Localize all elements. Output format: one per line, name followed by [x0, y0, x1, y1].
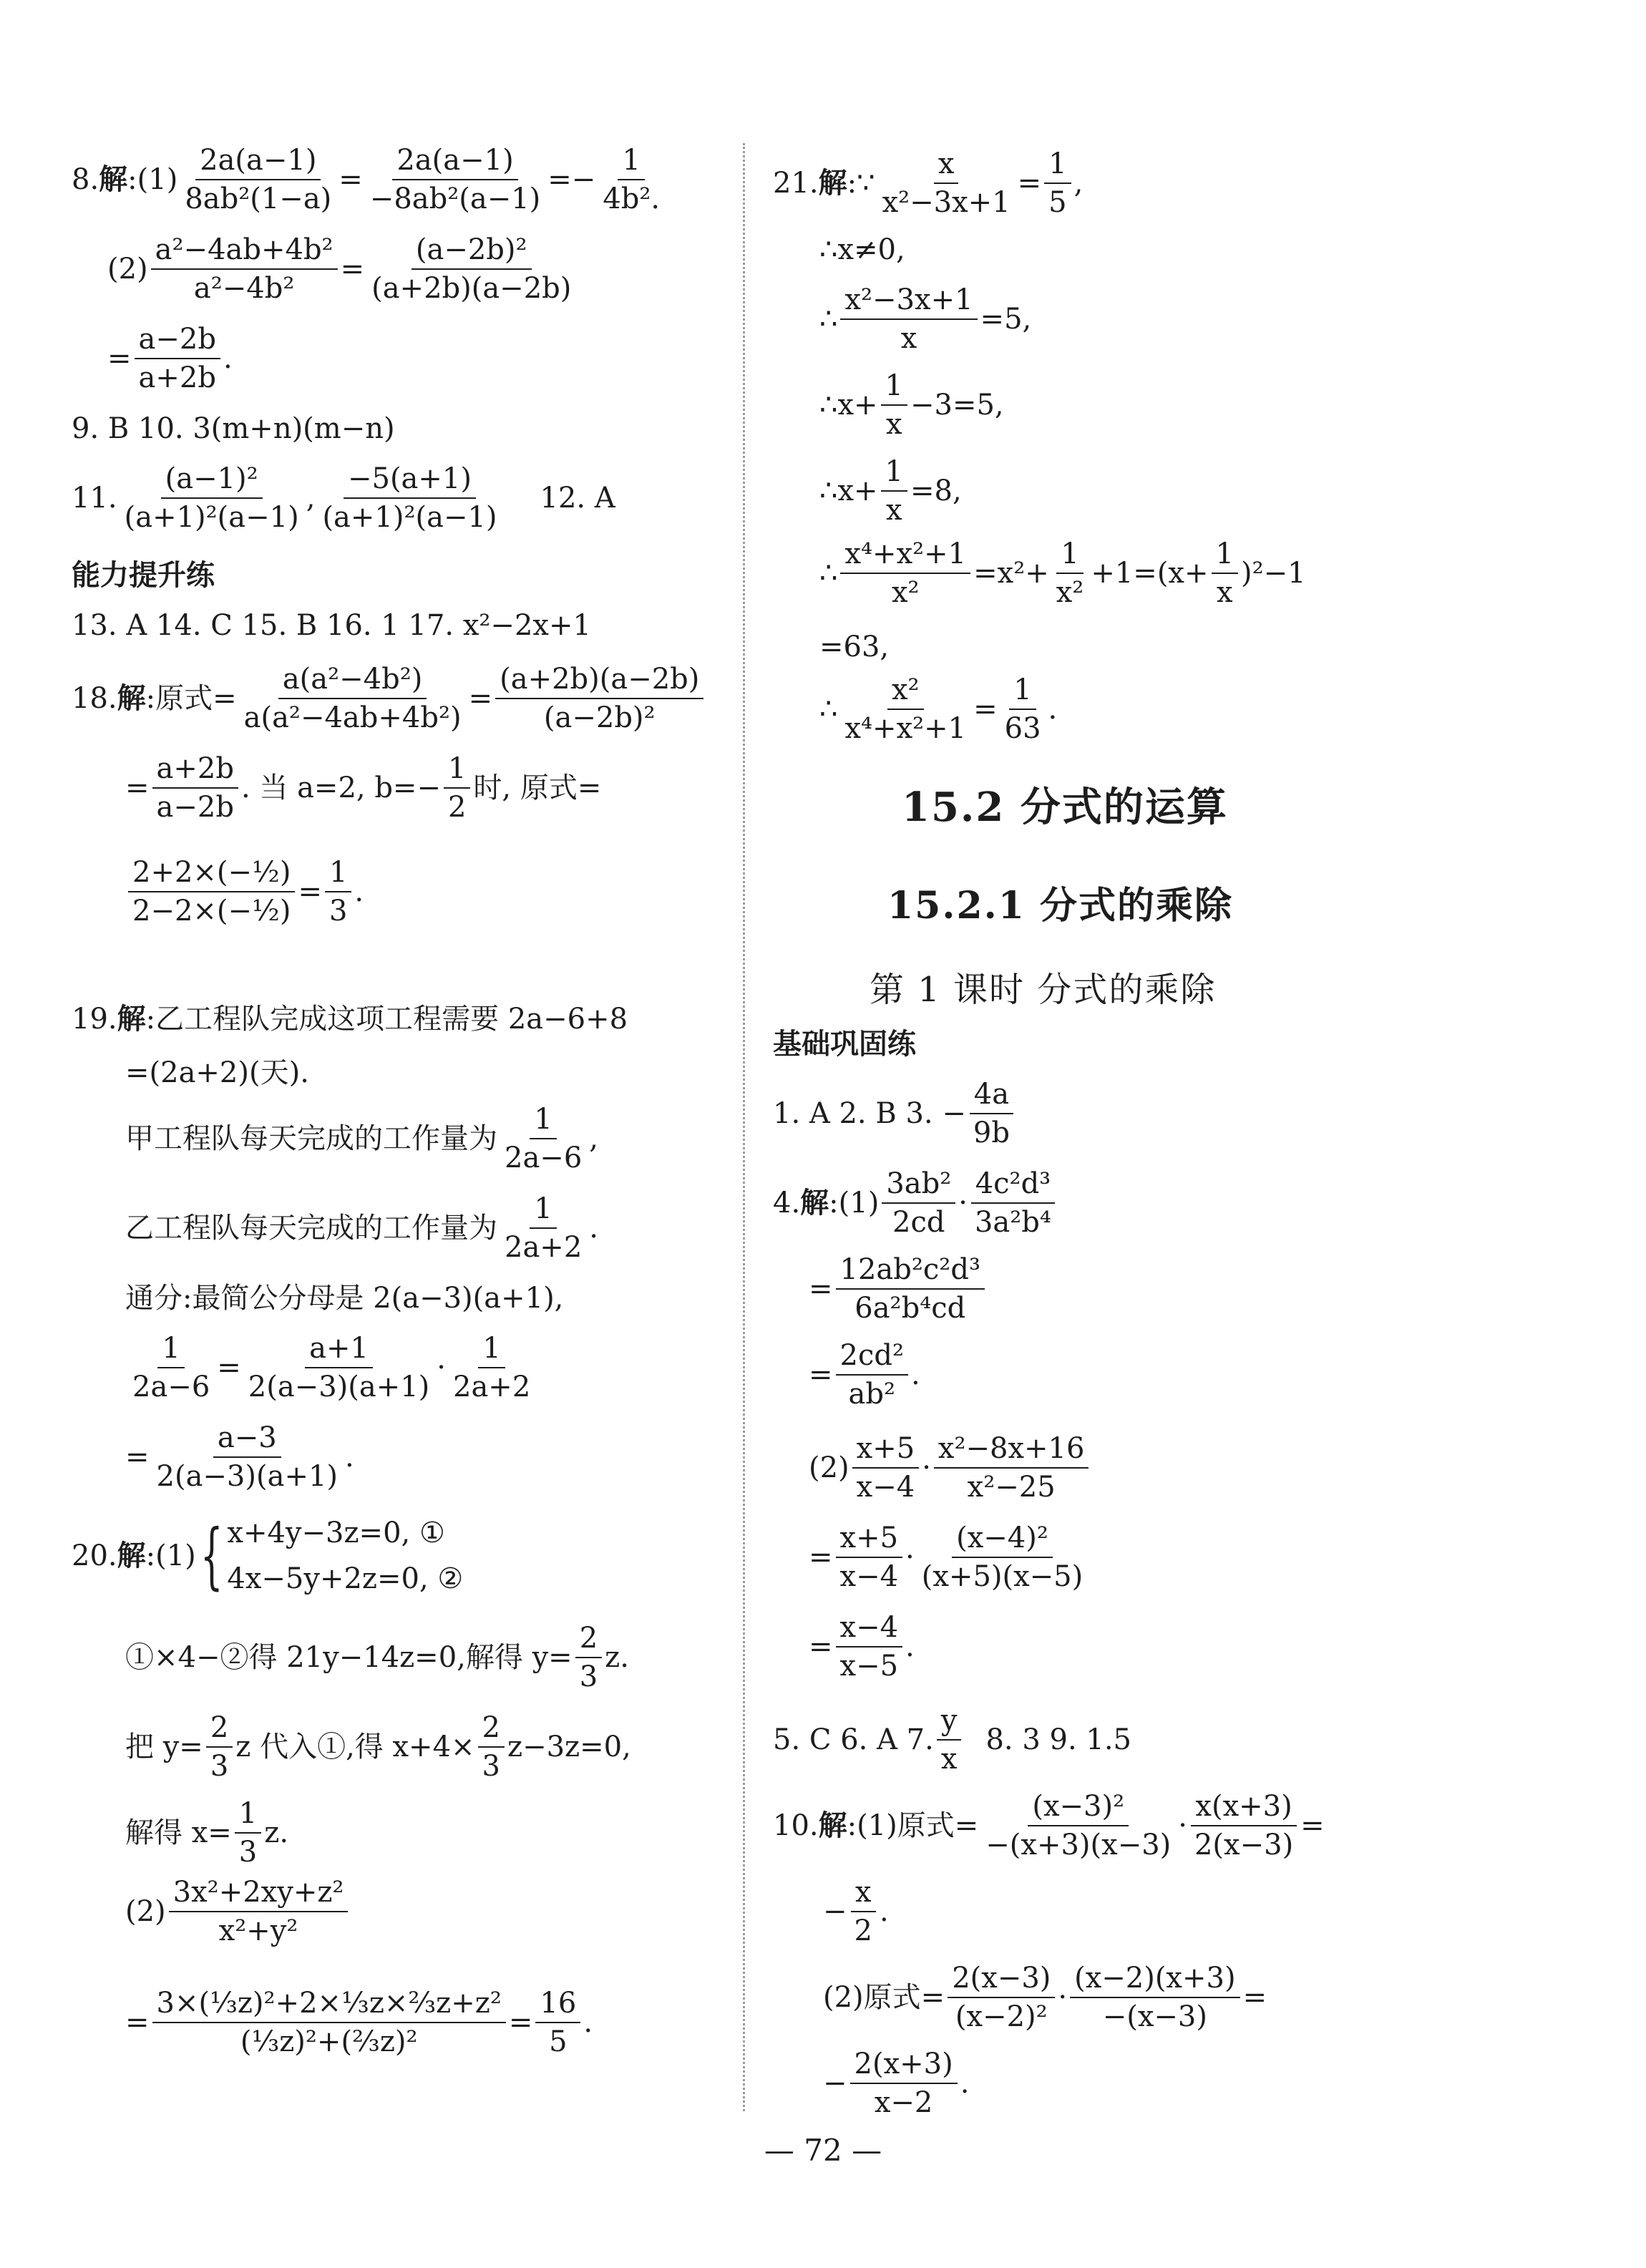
fraction: 4c²d³ 3a²b⁴ — [970, 1167, 1056, 1240]
fraction: $\frac{\text{(x−3)²}}{-(x+3)(x-3)}$ — [985, 1790, 1172, 1861]
fraction: $\frac{x+5}{x-4}$ — [836, 1521, 903, 1594]
fraction: $\frac{\text{2+2×(−½)}}{\text{2−2×(−½)}}$ — [128, 855, 295, 928]
fraction: $\frac{16}{5}$ — [535, 1986, 580, 2059]
fraction: $\frac{\text{12ab²c²d³}}{\text{6a²b⁴cd}}$ — [836, 1252, 985, 1325]
fraction: $\frac{1}{x}$ — [881, 369, 907, 442]
q19-line5: 通分:最简公分母是 2(a−3)(a+1), — [125, 1282, 564, 1315]
fraction: $\frac{x(x+3)}{2(x-3)}$ — [1190, 1789, 1297, 1862]
r10-line2: − $\frac{x}{2}$ . — [823, 1876, 889, 1947]
fraction: $\frac{\text{a(a²−4b²)}}{\text{a(a²−4ab+4b²)}}$ — [243, 663, 462, 734]
fraction: $\frac{1}{2a-6}$ — [132, 1332, 210, 1403]
r4-line3: = $\frac{\text{2cd²}}{\text{ab²}}$ . — [809, 1339, 920, 1411]
q20-line5: (2) 3x²+2xy+z² x²+y² — [125, 1875, 351, 1948]
fraction: $\frac{(x-2)(x+3)}{-(x-3)}$ — [1070, 1961, 1240, 2034]
q8-line1: 8. 解 :(1) $\frac{2a(a-1)}{\text{8ab²(1−a)}}$ = $\frac{2a(a-1)}{\text{−8ab²(a−1)}}$ =− $\frac{1}{\text{4b².}}$ — [72, 143, 667, 216]
r10-line4: − $\frac{2(x+3)}{x-2}$ . — [823, 2048, 970, 2119]
right-column — [759, 0, 1617, 2268]
q9-10: 9. B 10. 3(m+n)(m−n) — [72, 412, 395, 445]
r1-3: 1. A 2. B 3. − $\frac{4a}{9b}$ — [773, 1077, 1017, 1150]
fraction: (a−1)² (a+1)²(a−1) — [124, 462, 299, 534]
fraction: $\frac{1}{3}$ — [325, 855, 351, 928]
group-heading-basic: 基础巩固练 — [773, 1028, 916, 1061]
fraction: $\frac{\text{x⁴+x²+1}}{\text{x²}}$ — [840, 537, 970, 610]
fraction: 1 2a+2 — [453, 1332, 531, 1403]
q20-line1: 20. 解 :(1) { x+4y−3z=0, ① 4x−5y+2z=0, ② — [72, 1514, 464, 1597]
r4-line1: 4. 解 :(1) 3ab² 2cd · 4c²d³ 3a²b⁴ — [773, 1167, 1058, 1240]
fraction: x²−8x+16 x²−25 — [934, 1431, 1089, 1504]
q21-line1: 21. 解 :∵ $\frac{x}{\text{x²−3x+1}}$ = $\frac{1}{5}$ , — [773, 147, 1083, 219]
column-divider — [743, 143, 745, 2111]
fraction: $\frac{a+1}{2(a-3)(a+1)}$ — [248, 1332, 430, 1403]
fraction: $\frac{1}{\text{4b².}}$ — [603, 144, 661, 215]
fraction: $\frac{a-2b}{a+2b}$ — [135, 322, 220, 395]
fraction: $\frac{x-4}{x-5}$ — [836, 1610, 903, 1683]
fraction: $\frac{2(x-3)}{\text{(x−2)²}}$ — [948, 1961, 1055, 2034]
q8-line2: (2) $\frac{\text{a²−4ab+4b²}}{\text{a²−4b²}}$ = $\frac{\text{(a−2b)²}}{(a+2b)(a-2b)}$ — [107, 233, 578, 306]
q20-line3: 把 y= $\frac{2}{3}$ z 代入①,得 x+4× $\frac{2}{3}$ z−3z=0, — [125, 1711, 631, 1783]
fraction: 3x²+2xy+z² x²+y² — [169, 1875, 349, 1948]
fraction: x+5 x−4 — [852, 1431, 920, 1504]
q18-line3: $\frac{\text{2+2×(−½)}}{\text{2−2×(−½)}}$ = $\frac{1}{3}$ . — [125, 855, 364, 928]
q20-line6: = $\frac{\text{3×(⅓z)²+2×⅓z×⅔z+z²}}{\text{(⅓z)²+(⅔z)²}}$ = $\frac{16}{5}$ . — [125, 1987, 593, 2058]
q19-line7: = $\frac{a-3}{2(a-3)(a+1)}$ . — [125, 1421, 354, 1493]
r4-line4: (2) x+5 x−4 · x²−8x+16 x²−25 — [809, 1431, 1091, 1504]
fraction: $\frac{1}{x}$ — [1212, 537, 1238, 610]
fraction: (x−4)² (x+5)(x−5) — [921, 1522, 1083, 1593]
fraction: 1 2a+2 — [505, 1192, 583, 1264]
fraction: $\frac{1}{63}$ — [1004, 673, 1041, 745]
fraction: $\frac{x}{2}$ — [850, 1875, 877, 1948]
fraction: $\frac{a+2b}{a-2b}$ — [152, 751, 238, 824]
q21-line5: ∴x+ $\frac{1}{x}$ =8, — [819, 455, 962, 527]
brace: { — [200, 1514, 223, 1597]
q19-line2: =(2a+2)(天). — [125, 1056, 309, 1089]
fraction: $\frac{2a(a-1)}{\text{−8ab²(a−1)}}$ — [369, 144, 541, 215]
fraction: $\frac{1}{\text{x²}}$ — [1056, 537, 1084, 609]
q21-line4: ∴x+ $\frac{1}{x}$ −3=5, — [819, 369, 1004, 441]
fraction: $\frac{1}{2}$ — [444, 751, 470, 824]
page-number: — 72 — — [764, 2133, 882, 2168]
fraction: −5(a+1) (a+1)²(a−1) — [322, 462, 497, 534]
fraction: $\frac{2}{3}$ — [575, 1621, 602, 1694]
fraction: $\frac{\text{2cd²}}{\text{ab²}}$ — [836, 1338, 909, 1411]
fraction: $\frac{\text{x²−3x+1}}{x}$ — [840, 283, 977, 356]
r10-line1: 10. 解 :(1)原式= $\frac{\text{(x−3)²}}{-(x+3)(x-3)}$ · $\frac{x(x+3)}{2(x-3)}$ = — [773, 1790, 1325, 1861]
fraction: $\frac{2}{3}$ — [206, 1710, 233, 1783]
fraction: $\frac{a-3}{2(a-3)(a+1)}$ — [156, 1421, 339, 1493]
fraction: $\frac{x}{\text{x²−3x+1}}$ — [882, 147, 1011, 219]
fraction: $\frac{2}{3}$ — [478, 1710, 505, 1783]
q11-12: 11. (a−1)² (a+1)²(a−1) , −5(a+1) (a+1)²(a−1) 12. A — [72, 462, 615, 534]
q21-line6: ∴ $\frac{\text{x⁴+x²+1}}{\text{x²}}$ =x²+ $\frac{1}{\text{x²}}$ +1=(x+ $\frac{1}{x}$ )²−1 — [819, 537, 1306, 609]
q20-line4: 解得 x= $\frac{1}{3}$ z. — [125, 1797, 289, 1869]
fraction: $\frac{(a+2b)(a-2b)}{\text{(a−2b)²}}$ — [495, 662, 703, 735]
group-heading-ability: 能力提升练 — [72, 559, 215, 592]
fraction: 1 2a−6 — [505, 1103, 583, 1174]
q18-line1: 18. 解 :原式= $\frac{\text{a(a²−4b²)}}{\text{a(a²−4ab+4b²)}}$ = $\frac{(a+2b)(a-2b)}{\text{(a−2b)²}}$ — [72, 662, 706, 735]
q8-line3: = $\frac{a-2b}{a+2b}$ . — [107, 323, 233, 394]
left-column — [0, 0, 737, 2268]
fraction: $\frac{\text{(a−2b)²}}{(a+2b)(a-2b)}$ — [371, 233, 572, 305]
q21-line3: ∴ $\frac{\text{x²−3x+1}}{x}$ =5, — [819, 283, 1032, 355]
fraction: $\frac{1}{5}$ — [1044, 147, 1071, 220]
r10-line3: (2)原式= $\frac{2(x-3)}{\text{(x−2)²}}$ · $\frac{(x-2)(x+3)}{-(x-3)}$ = — [823, 1962, 1267, 2033]
subsection-title: 15.2.1 分式的乘除 — [887, 884, 1234, 928]
r4-line6: = $\frac{x-4}{x-5}$ . — [809, 1611, 915, 1683]
fraction: $\frac{2(x+3)}{x-2}$ — [850, 2047, 958, 2120]
q21-line2: ∴x≠0, — [819, 233, 905, 266]
fraction: $\frac{\text{3×(⅓z)²+2×⅓z×⅔z+z²}}{\text{(⅓z)²+(⅔z)²}}$ — [152, 1986, 506, 2059]
q19-line3: 甲工程队每天完成的工作量为 1 2a−6 , — [125, 1103, 598, 1174]
r5-9: 5. C 6. A 7. y x 8. 3 9. 1.5 — [773, 1704, 1131, 1776]
fraction: y x — [937, 1703, 962, 1776]
fraction: 3ab² 2cd — [882, 1167, 955, 1240]
lesson-title: 第 1 课时 分式的乘除 — [870, 970, 1217, 1010]
section-title: 15.2 分式的运算 — [902, 784, 1228, 831]
q13-17: 13. A 14. C 15. B 16. 1 17. x²−2x+1 — [72, 609, 591, 642]
fraction: $\frac{2a(a-1)}{\text{8ab²(1−a)}}$ — [185, 144, 332, 215]
q19-line1: 19. 解 :乙工程队完成这项工程需要 2a−6+8 — [72, 1002, 628, 1036]
fraction: $\frac{1}{x}$ — [881, 454, 907, 527]
r4-line2: = $\frac{\text{12ab²c²d³}}{\text{6a²b⁴cd}}$ — [809, 1252, 988, 1325]
q21-line8: ∴ $\frac{\text{x²}}{\text{x⁴+x²+1}}$ = $\frac{1}{63}$ . — [819, 673, 1058, 745]
q19-line6: $\frac{1}{2a-6}$ = $\frac{a+1}{2(a-3)(a+1)}$ · 1 2a+2 — [125, 1331, 537, 1404]
fraction: $\frac{\text{x²}}{\text{x⁴+x²+1}}$ — [844, 673, 967, 745]
q19-line4: 乙工程队每天完成的工作量为 1 2a+2 . — [125, 1192, 598, 1264]
q20-line2: ①×4−②得 21y−14z=0,解得 y= $\frac{2}{3}$ z. — [125, 1622, 629, 1693]
fraction: $\frac{1}{3}$ — [235, 1796, 261, 1869]
q21-line7: =63, — [819, 631, 890, 663]
q18-line2: = $\frac{a+2b}{a-2b}$ . 当 a=2, b=− $\frac{1}{2}$ 时, 原式= — [125, 752, 602, 824]
fraction: $\frac{4a}{9b}$ — [969, 1077, 1014, 1150]
r4-line5: = $\frac{x+5}{x-4}$ · (x−4)² (x+5)(x−5) — [809, 1521, 1090, 1594]
fraction: $\frac{\text{a²−4ab+4b²}}{\text{a²−4b²}}$ — [151, 233, 338, 306]
